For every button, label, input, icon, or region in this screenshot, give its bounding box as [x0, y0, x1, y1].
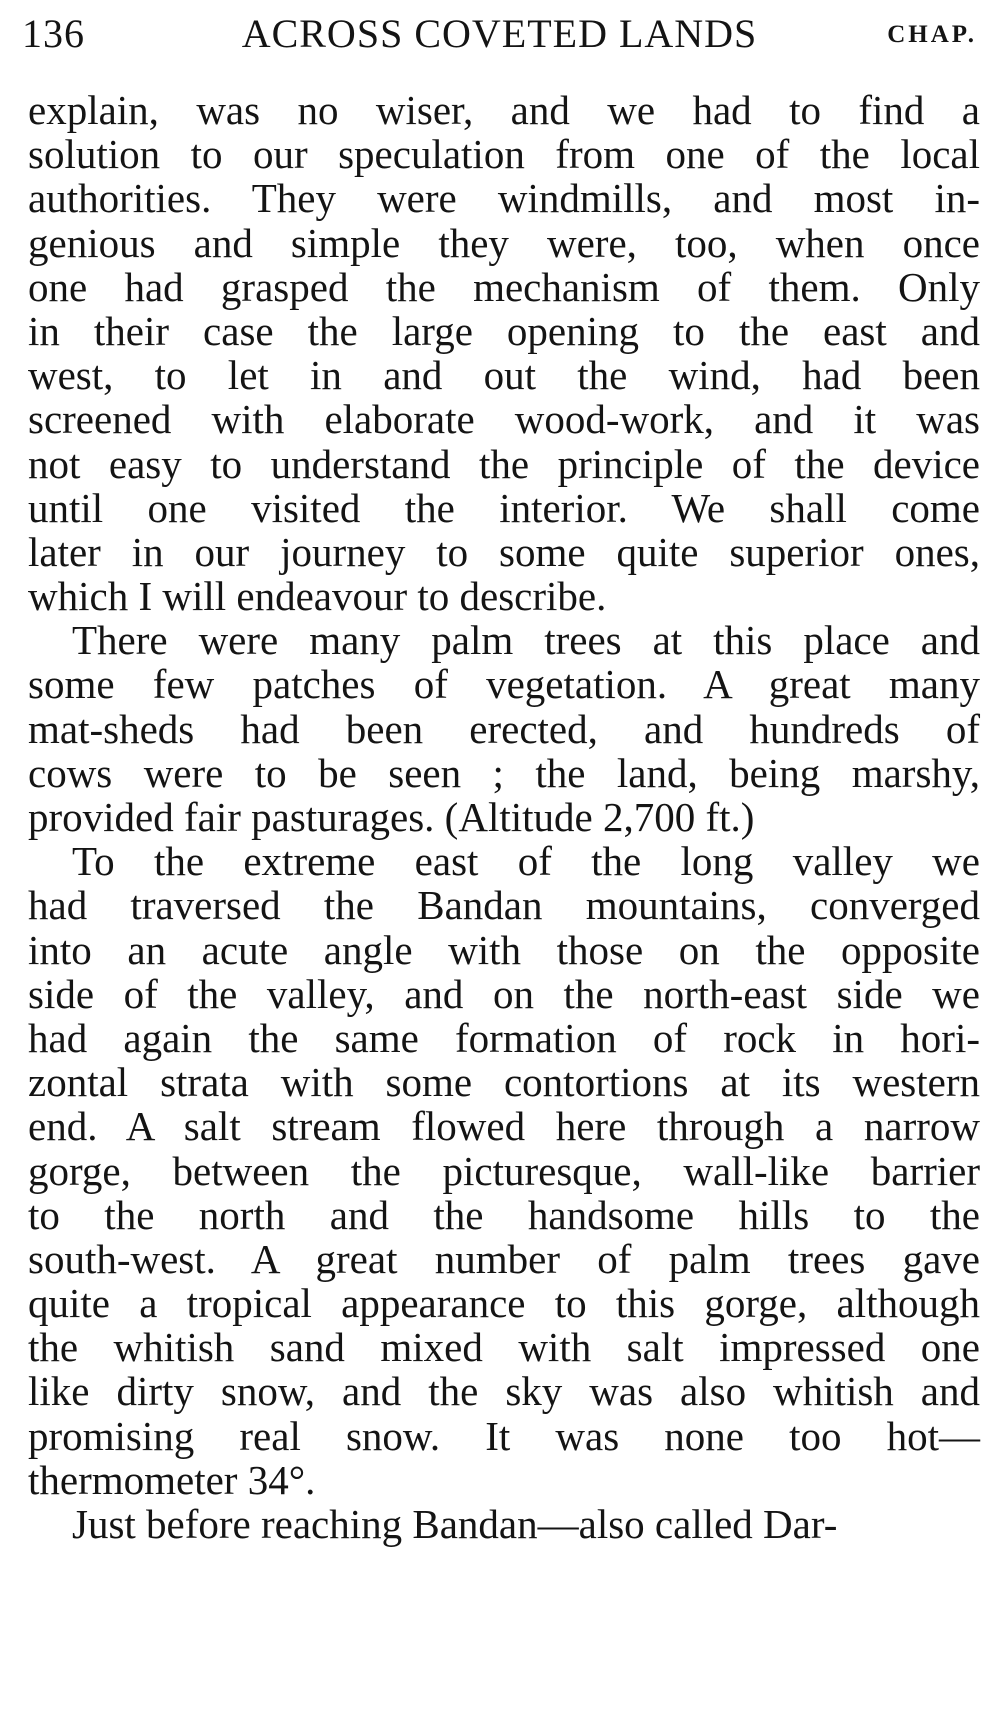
text-line: had traversed the Bandan mountains, converged	[28, 882, 980, 929]
text-line: some few patches of vegetation. A great many	[28, 661, 980, 708]
text-line: like dirty snow, and the sky was also whitish and	[28, 1368, 980, 1415]
text-line: the whitish sand mixed with salt impressed one	[28, 1324, 980, 1371]
paragraph	[28, 839, 980, 1502]
text-line: Just before reaching Bandan—also called Dar-	[72, 1501, 838, 1547]
text-line: west, to let in and out the wind, had been	[28, 352, 980, 399]
paragraph	[28, 618, 980, 839]
text-line: There were many palm trees at this place and	[72, 617, 980, 664]
text-line: south-west. A great number of palm trees gave	[28, 1235, 980, 1282]
text-line: mat-sheds had been erected, and hundreds of	[28, 705, 980, 752]
text-line: into an acute angle with those on the opposite	[28, 926, 980, 973]
text-line: authorities. They were windmills, and most in-	[28, 175, 980, 222]
text-line: solution to our speculation from one of the local	[28, 131, 980, 178]
text-line: explain, was no wiser, and we had to find a	[28, 87, 980, 133]
paragraph	[28, 88, 980, 618]
text-line: later in our journey to some quite superior ones,	[28, 528, 980, 575]
text-line: quite a tropical appearance to this gorge, although	[28, 1280, 980, 1327]
running-header	[22, 10, 977, 70]
text-line: not easy to understand the principle of the device	[28, 440, 980, 487]
body-text	[28, 88, 980, 1546]
text-line: zontal strata with some contortions at its western	[28, 1059, 980, 1106]
text-line: gorge, between the picturesque, wall-like barrier	[28, 1147, 980, 1194]
page-number: 136	[22, 11, 85, 56]
text-line: promising real snow. It was none too hot—	[28, 1412, 980, 1459]
text-line: end. A salt stream flowed here through a narrow	[28, 1103, 980, 1150]
text-line: which I will endeavour to describe.	[28, 573, 607, 620]
text-line: in their case the large opening to the east and	[28, 307, 980, 354]
running-title: ACROSS COVETED LANDS	[241, 11, 758, 56]
text-line: cows were to be seen ; the land, being marshy,	[28, 749, 980, 796]
chapter-label: CHAP.	[887, 21, 977, 48]
text-line: screened with elaborate wood-work, and it was	[28, 396, 980, 443]
text-line: had again the same formation of rock in hori-	[28, 1014, 980, 1061]
text-line: to the north and the handsome hills to the	[28, 1191, 980, 1238]
text-line: thermometer 34°.	[28, 1456, 316, 1503]
text-line: side of the valley, and on the north-east side we	[28, 970, 980, 1017]
text-line: one had grasped the mechanism of them. Only	[28, 263, 980, 310]
text-line: genious and simple they were, too, when once	[28, 219, 980, 266]
text-line: until one visited the interior. We shall come	[28, 484, 980, 531]
text-line: To the extreme east of the long valley we	[72, 838, 980, 885]
text-line: provided fair pasturages. (Altitude 2,700 ft.)	[28, 794, 755, 840]
paragraph	[28, 1502, 980, 1546]
